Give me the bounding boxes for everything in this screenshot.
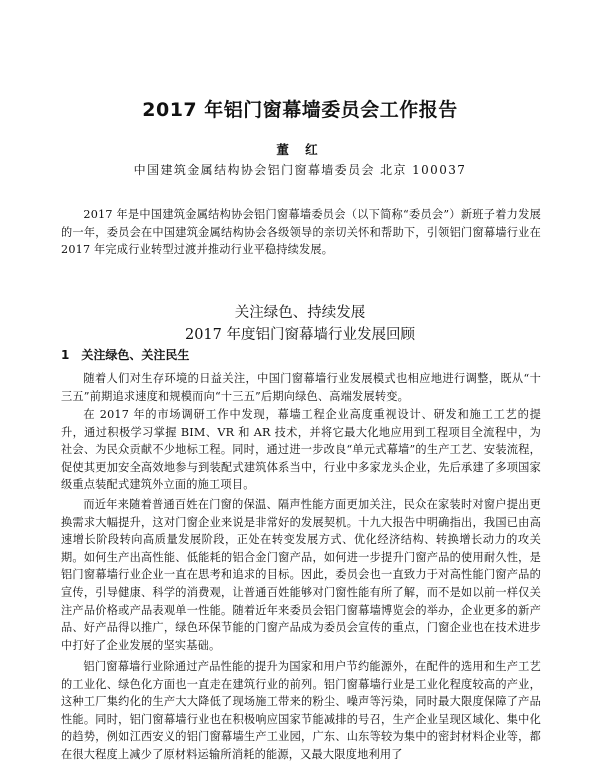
section-heading (61, 346, 189, 363)
subheading-line-2: 2017 年度铝门窗幕墙行业发展回顾 (184, 327, 415, 343)
author-name: 董 红 (276, 142, 324, 157)
section-number: 1 (61, 348, 70, 362)
intro-paragraph: 2017 年是中国建筑金属结构协会铝门窗幕墙委员会（以下简称“委员会”）新班子着力发展的一年，委员会在中国建筑金属结构协会各级领导的亲切关怀和帮助下，引领铝门窗幕墙行业在 2017 年完成行业转型过渡并推动行业平稳持续发展。 (61, 208, 541, 257)
author-affiliation: 中国建筑金属结构协会铝门窗幕墙委员会 北京 100037 (133, 163, 467, 177)
body-paragraph-2: 在 2017 年的市场调研工作中发现，幕墙工程企业高度重视设计、研发和施工工艺的提升，通过积极学习掌握 BIM、VR 和 AR 技术，并将它最大化地应用到工程项目全流程中，为社会、为民众贡献不少地标工程。同时，通过进一步改良“单元式幕墙”的生产工艺、安装流程，促使其更加安全高效地参与到装配式建筑体系当中，行业中多家龙头企业，先后承建了多项国家级重点装配式建筑外立面的施工项目。 (61, 408, 541, 492)
subheading-line-1: 关注绿色、持续发展 (234, 305, 366, 321)
body-paragraph-4: 铝门窗幕墙行业除通过产品性能的提升为国家和用户节约能源外，在配件的选用和生产工艺的工业化、绿色化方面也一直走在建筑行业的前列。铝门窗幕墙行业是工业化程度较高的产业，这种工厂集约化的生产大大降低了现场施工带来的粉尘、噪声等污染，同时最大限度保障了产品性能。同时，铝门窗幕墙行业也在积极响应国家节能减排的号召，生产企业呈现区域化、集中化的趋势，例如江西安义的铝门窗幕墙生产工业园，广东、山东等较为集中的密封材料企业等，都在很大程度上减少了原材料运输所消耗的能源，又最大限度地利用了 (61, 660, 541, 761)
article-title: 2017 年铝门窗幕墙委员会工作报告 (142, 99, 458, 121)
body-paragraph-3: 而近年来随着普通百姓在门窗的保温、隔声性能方面更加关注，民众在家装时对窗户提出更换需求大幅提升，这对门窗企业来说是非常好的发展契机。十九大报告中明确指出，我国已由高速增长阶段转向高质量发展阶段，正处在转变发展方式、优化经济结构、转换增长动力的攻关期。如何生产出高性能、低能耗的铝合金门窗产品，如何进一步提升门窗产品的使用耐久性，是铝门窗幕墙行业企业一直在思考和追求的目标。因此，委员会也一直致力于对高性能门窗产品的宣传，引导健康、科学的消费观，让普通百姓能够对门窗性能有所了解，而不是如以前一样仅关注产品价格或产品表观单一性能。随着近年来委员会铝门窗幕墙博览会的举办，企业更多的新产品、好产品得以推广，绿色环保节能的门窗产品成为委员会宣传的重点，门窗企业也在技术进步中打好了企业发展的坚实基础。 (61, 498, 541, 652)
section-title: 关注绿色、关注民生 (81, 348, 190, 362)
body-paragraph-1: 随着人们对生存环境的日益关注，中国门窗幕墙行业发展模式也相应地进行调整，既从“十三五”前期追求速度和规模而向“十三五”后期向绿色、高端发展转变。 (61, 372, 541, 403)
